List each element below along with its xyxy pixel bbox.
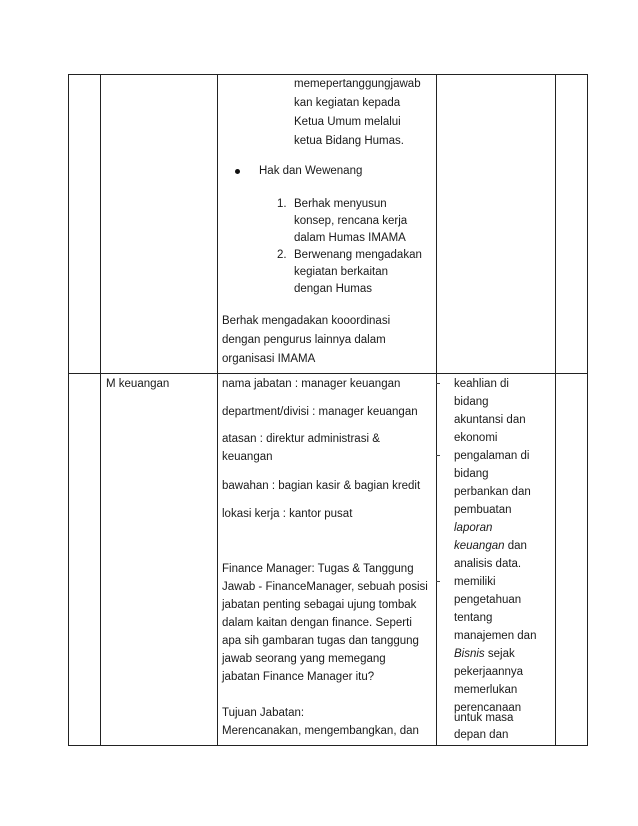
qualification-line: memiliki — [454, 576, 496, 588]
qualification-line: perbankan dan — [454, 486, 531, 498]
responsibility-line: kan kegiatan kepada — [294, 97, 401, 109]
subordinate-field: bawahan : bagian kasir & bagian kredit — [222, 480, 421, 492]
bullet-icon — [235, 169, 240, 174]
table-border-left — [68, 74, 69, 746]
column-divider — [217, 74, 218, 746]
qualification-line — [454, 646, 515, 663]
qualification-line: akuntansi dan — [454, 414, 526, 426]
list-item-line: kegiatan berkaitan — [294, 266, 388, 278]
italic-term: keuangan — [454, 540, 505, 552]
qualification-line — [454, 538, 527, 555]
intro-line: jawab seorang yang memegang — [222, 653, 386, 665]
closing-line: Berhak mengadakan kooordinasi — [222, 315, 391, 327]
qualification-line: keahlian di — [454, 378, 509, 390]
qualification-line: depan dan — [454, 729, 509, 741]
column-divider — [555, 74, 556, 746]
list-number: 2. — [277, 249, 287, 261]
qualification-line: tentang — [454, 612, 493, 624]
qualification-word: sejak — [487, 648, 515, 660]
goal-label: Tujuan Jabatan: — [222, 707, 305, 719]
qualification-line — [454, 520, 492, 537]
job-description-table — [68, 74, 588, 746]
superior-field: keuangan — [222, 451, 273, 463]
intro-line: apa sih gambaran tugas dan tanggung — [222, 635, 419, 647]
qualification-line: bidang — [454, 396, 489, 408]
list-item-line: dalam Humas IMAMA — [294, 232, 406, 244]
closing-line: dengan pengurus lainnya dalam — [222, 334, 386, 346]
qualification-line: pengalaman di — [454, 450, 530, 462]
responsibility-line: memepertanggungjawab — [294, 78, 421, 90]
position-title: M keuangan — [106, 378, 170, 390]
department-field: department/divisi : manager keuangan — [222, 406, 418, 418]
responsibility-line: ketua Bidang Humas. — [294, 135, 404, 147]
list-number: 1. — [277, 198, 287, 210]
table-border-right — [587, 74, 588, 746]
qualification-line: bidang — [454, 468, 489, 480]
qualification-line: memerlukan — [454, 684, 518, 696]
qualification-line: analisis data. — [454, 558, 522, 570]
qualification-line: pekerjaannya — [454, 666, 524, 678]
qualification-line: pembuatan — [454, 504, 512, 516]
intro-line: jabatan Finance Manager itu? — [222, 671, 375, 683]
column-divider — [100, 74, 101, 746]
bullet-icon — [436, 383, 440, 384]
location-field: lokasi kerja : kantor pusat — [222, 508, 353, 520]
closing-line: organisasi IMAMA — [222, 353, 316, 365]
qualification-line: manajemen dan — [454, 630, 537, 642]
row-divider — [68, 373, 588, 374]
job-name-field: nama jabatan : manager keuangan — [222, 378, 401, 390]
superior-field: atasan : direktur administrasi & — [222, 433, 380, 445]
column-divider — [436, 74, 437, 746]
bullet-icon — [436, 581, 440, 582]
table-border-top — [68, 74, 588, 75]
italic-term: laporan — [454, 522, 493, 534]
qualification-word: dan — [507, 540, 527, 552]
qualification-line: pengetahuan — [454, 594, 522, 606]
responsibility-line: Ketua Umum melalui — [294, 116, 401, 128]
intro-line: Finance Manager: Tugas & Tanggung — [222, 563, 414, 575]
list-item-line: dengan Humas — [294, 283, 372, 295]
list-item-line: Berhak menyusun — [294, 198, 387, 210]
goal-text: Merencanakan, mengembangkan, dan — [222, 725, 419, 737]
intro-line: Jawab - FinanceManager, sebuah posisi — [222, 581, 428, 593]
intro-line: dalam kaitan dengan finance. Seperti — [222, 617, 412, 629]
qualification-line: perencanaan — [454, 702, 522, 714]
table-border-bottom — [68, 745, 588, 746]
bullet-icon — [436, 455, 440, 456]
qualification-line: ekonomi — [454, 432, 498, 444]
intro-line: jabatan penting sebagai ujung tombak — [222, 599, 417, 611]
italic-term: Bisnis — [454, 648, 485, 660]
list-item-line: konsep, rencana kerja — [294, 215, 408, 227]
qualification-line: untuk masa — [454, 712, 514, 724]
list-item-line: Berwenang mengadakan — [294, 249, 422, 261]
bullet-heading: Hak dan Wewenang — [259, 165, 363, 177]
